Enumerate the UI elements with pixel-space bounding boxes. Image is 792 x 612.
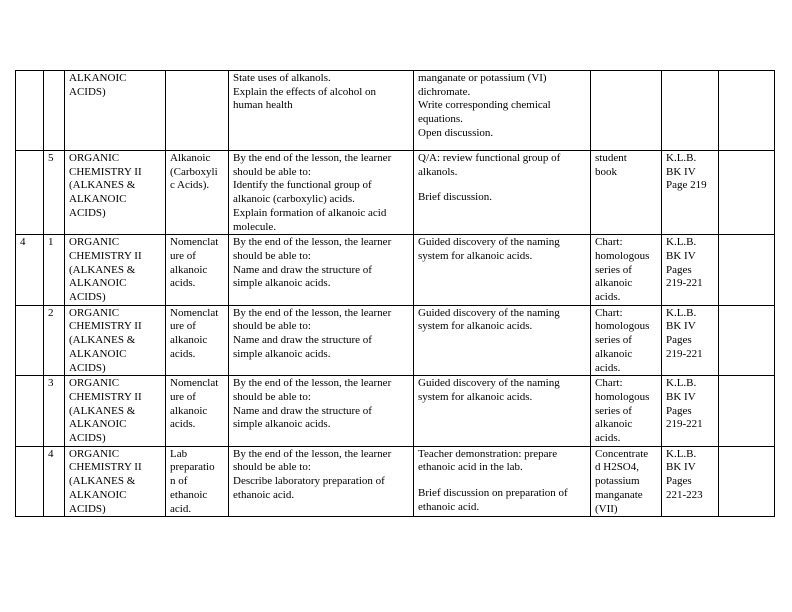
topic-line: CHEMISTRY II [69,320,142,333]
resources-line: acids. [595,291,621,304]
resources-line: (VII) [595,502,618,515]
references-cell [662,376,719,447]
activities-cell [414,235,591,306]
resources-cell [591,71,662,151]
resources-cell [591,235,662,306]
lesson-number: 3 [48,377,54,390]
topic-line: ORGANIC [69,306,120,319]
resources-line: homologous [595,320,650,333]
activities-line: Open discussion. [418,126,494,139]
resources-cell [591,446,662,517]
topic-line: CHEMISTRY II [69,461,142,474]
objectives-line: State uses of alkanols. [233,72,331,84]
objectives-line: By the end of the lesson, the learner [233,377,392,390]
objectives-line: should be able to: [233,165,311,178]
references-line: K.L.B. [666,447,697,460]
references-cell [662,446,719,517]
objectives-line: ethanoic acid. [233,488,295,501]
week-cell [16,235,44,306]
activities-line: alkanols. [418,165,458,178]
remarks-cell [719,235,775,306]
topic-line: (ALKANES & [69,263,136,276]
references-line: BK IV [666,249,696,262]
topic-line: ACIDS) [69,432,106,445]
lesson-number: 2 [48,306,54,319]
topic-cell [65,71,166,151]
table-row [16,446,775,517]
subtopic-line: acids. [170,418,196,431]
objectives-line: molecule. [233,220,277,233]
activities-line [418,475,586,487]
references-cell [662,71,719,151]
objectives-line: Describe laboratory preparation of [233,475,385,488]
activities-line [418,179,586,191]
activities-cell [414,446,591,517]
activities-line: equations. [418,113,463,126]
table-row [16,71,775,151]
objectives-line: should be able to: [233,320,311,333]
topic-cell [65,376,166,447]
objectives-cell [229,151,414,235]
objectives-line: should be able to: [233,390,311,403]
resources-line: series of [595,404,632,417]
topic-cell [65,446,166,517]
scheme-of-work-table [15,70,775,517]
table-row [16,305,775,376]
objectives-cell [229,71,414,151]
resources-cell [591,305,662,376]
objectives-line: simple alkanoic acids. [233,347,331,360]
subtopic-line: acids. [170,347,196,360]
topic-line: ALKANOIC [69,277,127,290]
resources-line: homologous [595,390,650,403]
references-line: Pages [666,334,692,347]
activities-line: Guided discovery of the naming [418,236,560,249]
references-line: Pages [666,475,692,488]
topic-line: (ALKANES & [69,475,136,488]
week-number: 4 [20,236,26,249]
resources-line: series of [595,263,632,276]
topic-line: ALKANOIC [69,193,127,206]
objectives-cell [229,235,414,306]
lesson-cell [44,71,65,151]
objectives-cell [229,376,414,447]
references-line: BK IV [666,165,696,178]
topic-cell [65,235,166,306]
objectives-line: By the end of the lesson, the learner [233,447,392,460]
references-line: BK IV [666,461,696,474]
objectives-line: Identify the functional group of [233,179,372,192]
lesson-cell [44,151,65,235]
week-cell [16,446,44,517]
objectives-line: By the end of the lesson, the learner [233,306,392,319]
remarks-cell [719,151,775,235]
objectives-line: alkanoic (carboxylic) acids. [233,193,355,206]
subtopic-line: preparatio [170,461,215,474]
resources-cell [591,376,662,447]
week-cell [16,305,44,376]
resources-line: homologous [595,249,650,262]
activities-cell [414,305,591,376]
table-row [16,376,775,447]
activities-line: system for alkanoic acids. [418,249,533,262]
objectives-line: simple alkanoic acids. [233,418,331,431]
lesson-number: 4 [48,447,54,460]
objectives-line: simple alkanoic acids. [233,277,331,290]
topic-line: (ALKANES & [69,404,136,417]
references-line: K.L.B. [666,306,697,319]
topic-line: ALKANOIC [69,418,127,431]
subtopic-cell [166,446,229,517]
references-line: K.L.B. [666,152,697,164]
objectives-line: By the end of the lesson, the learner [233,236,392,249]
resources-line: alkanoic [595,418,633,431]
references-line: 219-221 [666,277,703,290]
topic-line: ALKANOIC [69,488,127,501]
references-line: 221-223 [666,488,703,501]
references-line: 219-221 [666,347,703,360]
subtopic-line: Nomenclat [170,236,219,249]
topic-line: ACIDS) [69,85,106,98]
subtopic-line: alkanoic [170,263,208,276]
topic-line: CHEMISTRY II [69,165,142,178]
references-line: Pages [666,263,692,276]
objectives-line: Name and draw the structure of [233,334,372,347]
topic-line: ORGANIC [69,377,120,390]
subtopic-line: Alkanoic [170,152,211,164]
references-cell [662,235,719,306]
lesson-cell [44,376,65,447]
table-row [16,151,775,235]
resources-line: d H2SO4, [595,461,640,474]
activities-line: Write corresponding chemical [418,99,551,112]
resources-line: Chart: [595,377,623,390]
subtopic-cell [166,376,229,447]
subtopic-cell [166,305,229,376]
objectives-line: By the end of the lesson, the learner [233,152,392,164]
remarks-cell [719,376,775,447]
subtopic-line: ure of [170,320,196,333]
resources-line: manganate [595,488,643,501]
objectives-line: Explain the effects of alcohol on [233,85,377,98]
activities-line: dichromate. [418,85,471,98]
subtopic-cell [166,151,229,235]
resources-line: student [595,152,627,164]
references-line: BK IV [666,320,696,333]
week-cell [16,151,44,235]
activities-line: Brief discussion. [418,191,492,204]
lesson-cell [44,446,65,517]
lesson-cell [44,235,65,306]
subtopic-line: ure of [170,390,196,403]
resources-line: potassium [595,475,640,488]
resources-line: Concentrate [595,447,649,460]
subtopic-line: alkanoic [170,404,208,417]
subtopic-line: acid. [170,502,192,515]
activities-line: Q/A: review functional group of [418,152,561,164]
objectives-line: Explain formation of alkanoic acid [233,206,387,219]
references-cell [662,151,719,235]
references-line: Page 219 [666,179,707,192]
topic-line: ALKANOIC [69,72,127,84]
topic-line: ORGANIC [69,152,120,164]
topic-line: ORGANIC [69,236,120,249]
subtopic-line: alkanoic [170,334,208,347]
week-cell [16,376,44,447]
subtopic-line: c Acids). [170,179,210,192]
objectives-line: Name and draw the structure of [233,263,372,276]
lesson-number: 1 [48,236,54,249]
activities-line: Brief discussion on preparation of [418,487,568,500]
topic-line: ALKANOIC [69,347,127,360]
subtopic-cell [166,235,229,306]
table-row [16,235,775,306]
objectives-line: should be able to: [233,461,311,474]
activities-line: manganate or potassium (VI) [418,72,547,84]
subtopic-line: ure of [170,249,196,262]
references-line: K.L.B. [666,236,697,249]
references-cell [662,305,719,376]
resources-line: Chart: [595,306,623,319]
topic-line: ACIDS) [69,361,106,374]
resources-line: Chart: [595,236,623,249]
references-line: 219-221 [666,418,703,431]
activities-line: Guided discovery of the naming [418,377,560,390]
activities-cell [414,71,591,151]
remarks-cell [719,446,775,517]
activities-cell [414,151,591,235]
objectives-line: human health [233,99,293,112]
topic-line: CHEMISTRY II [69,390,142,403]
topic-line: (ALKANES & [69,179,136,192]
references-line: BK IV [666,390,696,403]
topic-cell [65,305,166,376]
resources-line: acids. [595,432,621,445]
objectives-line: should be able to: [233,249,311,262]
subtopic-line: ethanoic [170,488,208,501]
lesson-number: 5 [48,152,54,164]
resources-cell [591,151,662,235]
topic-line: CHEMISTRY II [69,249,142,262]
resources-line: book [595,165,617,178]
activities-line: ethanoic acid. [418,500,480,513]
subtopic-line: Lab [170,447,188,460]
resources-line: acids. [595,361,621,374]
lesson-cell [44,305,65,376]
subtopic-line: acids. [170,277,196,290]
subtopic-cell [166,71,229,151]
subtopic-line: Nomenclat [170,306,219,319]
week-cell [16,71,44,151]
remarks-cell [719,305,775,376]
subtopic-line: (Carboxyli [170,165,218,178]
objectives-cell [229,446,414,517]
activities-line: Teacher demonstration: prepare [418,447,558,460]
references-line: Pages [666,404,692,417]
objectives-line: Name and draw the structure of [233,404,372,417]
activities-line: system for alkanoic acids. [418,320,533,333]
objectives-cell [229,305,414,376]
resources-line: alkanoic [595,347,633,360]
subtopic-line: n of [170,475,188,488]
resources-line: series of [595,334,632,347]
activities-line: system for alkanoic acids. [418,390,533,403]
activities-cell [414,376,591,447]
activities-line: ethanoic acid in the lab. [418,461,523,474]
activities-line: Guided discovery of the naming [418,306,560,319]
topic-line: ACIDS) [69,206,106,219]
subtopic-line: Nomenclat [170,377,219,390]
topic-line: ORGANIC [69,447,120,460]
topic-line: (ALKANES & [69,334,136,347]
remarks-cell [719,71,775,151]
topic-cell [65,151,166,235]
topic-line: ACIDS) [69,502,106,515]
topic-line: ACIDS) [69,291,106,304]
references-line: K.L.B. [666,377,697,390]
resources-line: alkanoic [595,277,633,290]
